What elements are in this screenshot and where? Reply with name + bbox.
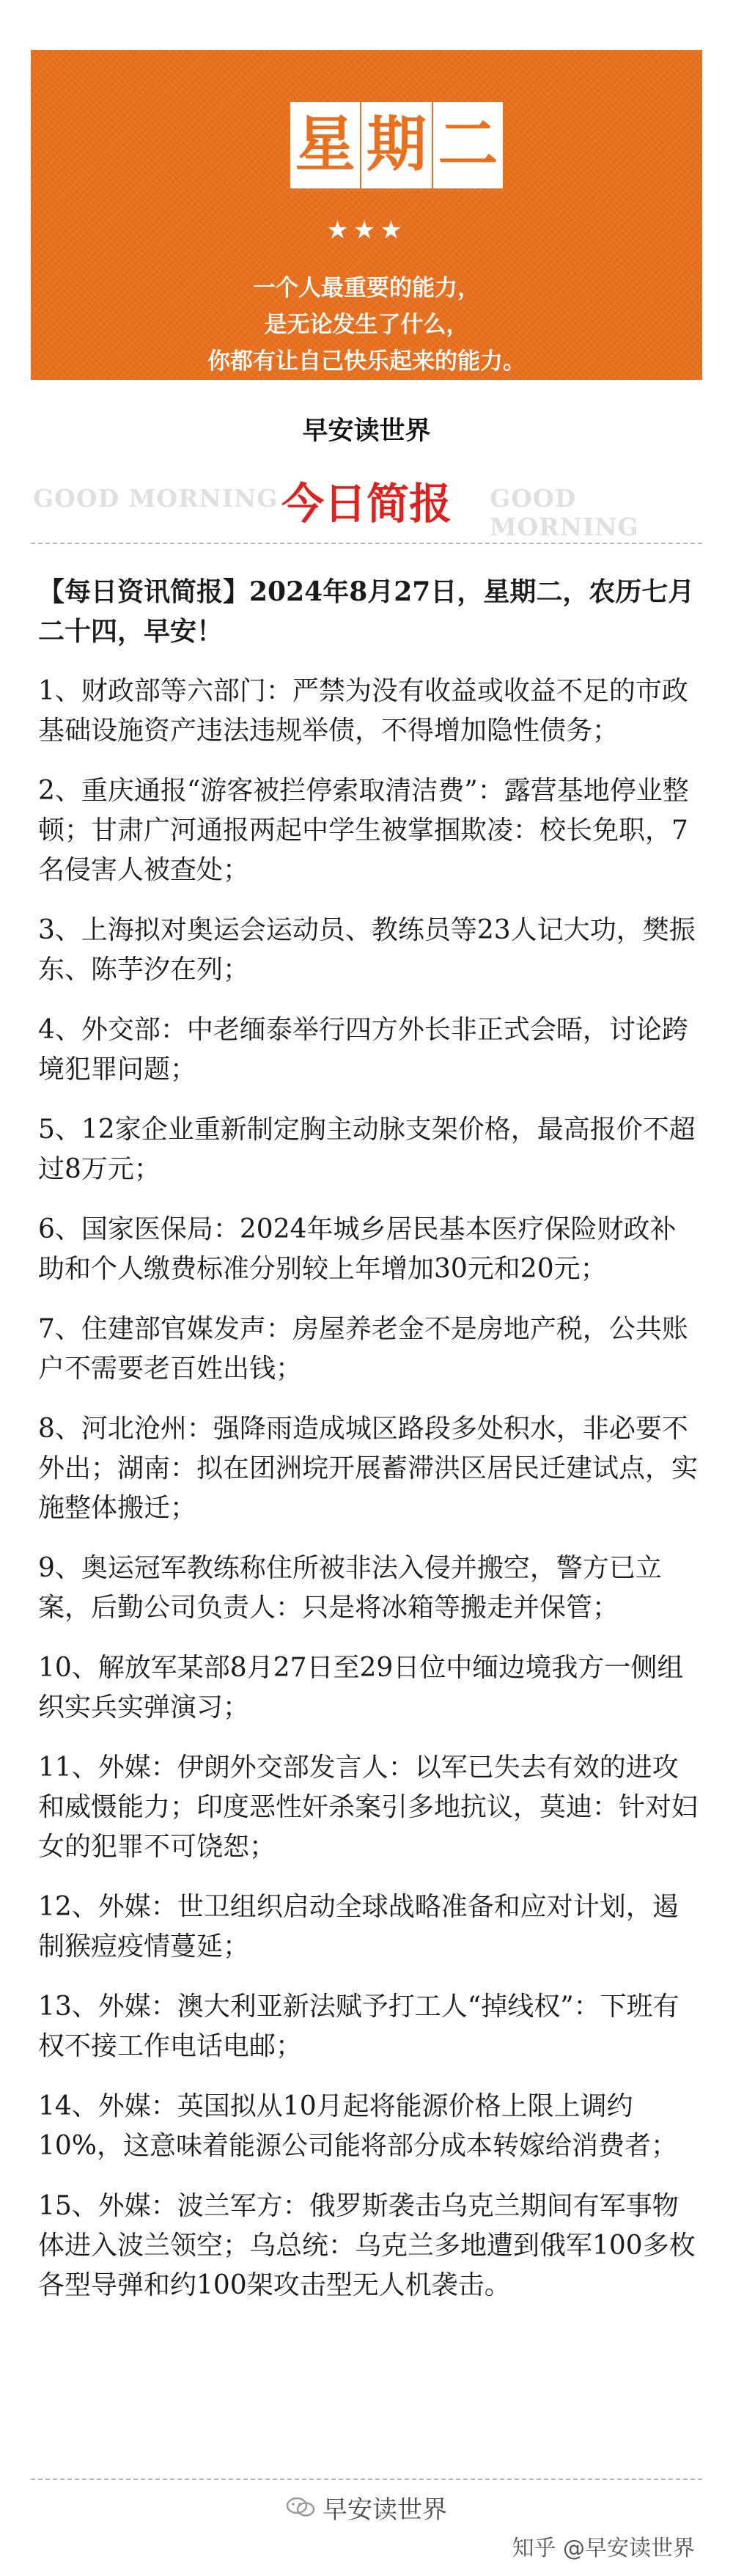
weekday-char: 二 bbox=[433, 102, 503, 188]
news-item: 12、外媒：世卫组织启动全球战略准备和应对计划，遏制猴痘疫情蔓延； bbox=[38, 1892, 679, 1962]
news-item: 9、奥运冠军教练称住所被非法入侵并搬空，警方已立案，后勤公司负责人：只是将冰箱等搬走并保管； bbox=[38, 1553, 662, 1623]
news-item: 11、外媒：伊朗外交部发言人：以军已失去有效的进攻和威慑能力；印度恶性奸杀案引多地抗议，莫迪：针对妇女的犯罪不可饶恕； bbox=[38, 1753, 699, 1862]
weekday-badge bbox=[290, 101, 504, 189]
star-decoration: ★★★ bbox=[326, 216, 407, 245]
quote-line: 你都有让自己快乐起来的能力。 bbox=[207, 348, 526, 375]
brand-name: 早安读世界 bbox=[302, 416, 431, 446]
quote-line: 是无论发生了什么， bbox=[264, 312, 469, 338]
platform-credit: 知乎 @早安读世界 bbox=[512, 2536, 695, 2561]
good-morning-right: GOOD MORNING bbox=[490, 484, 639, 541]
watermark-text: 早安读世界 bbox=[323, 2495, 447, 2525]
briefing-intro: 【每日资讯简报】2024年8月27日，星期二，农历七月二十四，早安！ bbox=[38, 576, 695, 647]
wechat-icon bbox=[286, 2496, 315, 2524]
news-item: 15、外媒：波兰军方：俄罗斯袭击乌克兰期间有军事物体进入波兰领空；乌总统：乌克兰多地遭到俄军100多枚各型导弹和约100架攻击型无人机袭击。 bbox=[38, 2191, 696, 2300]
divider-bottom bbox=[31, 2478, 702, 2480]
account-watermark bbox=[0, 2489, 733, 2525]
news-item: 14、外媒：英国拟从10月起将能源价格上限上调约10%，这意味着能源公司能将部分成本转嫁给消费者； bbox=[38, 2091, 678, 2161]
news-item: 3、上海拟对奥运会运动员、教练员等23人记大功，樊振东、陈芋汐在列； bbox=[38, 915, 696, 985]
news-item: 2、重庆通报“游客被拦停索取清洁费”：露营基地停业整顿；甘肃广河通报两起中学生被掌掴欺凌：校长免职，7名侵害人被查处； bbox=[38, 776, 689, 885]
divider-top bbox=[31, 543, 702, 544]
news-briefing bbox=[38, 572, 698, 2305]
news-item: 1、财政部等六部门：严禁为没有收益或收益不足的市政基础设施资产违法违规举债，不得增加隐性债务； bbox=[38, 676, 688, 746]
good-morning-left: GOOD MORNING bbox=[33, 484, 279, 513]
weekday-char: 星 bbox=[290, 102, 360, 188]
news-item: 4、外交部：中老缅泰举行四方外长非正式会晤，讨论跨境犯罪问题； bbox=[38, 1015, 688, 1085]
news-item: 8、河北沧州：强降雨造成城区路段多处积水，非必要不外出；湖南：拟在团洲垸开展蓄滞洪区居民迁建试点，实施整体搬迁； bbox=[38, 1414, 699, 1523]
quote-line: 一个人最重要的能力， bbox=[253, 275, 480, 301]
news-item: 6、国家医保局：2024年城乡居民基本医疗保险财政补助和个人缴费标准分别较上年增加30元和20元； bbox=[38, 1214, 677, 1284]
page-title: 今日简报 bbox=[281, 479, 452, 529]
news-item: 5、12家企业重新制定胸主动脉支架价格，最高报价不超过8万元； bbox=[38, 1115, 696, 1184]
news-item: 10、解放军某部8月27日至29日位中缅边境我方一侧组织实兵实弹演习； bbox=[38, 1653, 684, 1722]
news-item: 7、住建部官媒发声：房屋养老金不是房地产税，公共账户不需要老百姓出钱； bbox=[38, 1314, 688, 1384]
daily-quote bbox=[31, 270, 702, 380]
weekday-char: 期 bbox=[361, 102, 431, 188]
header-banner bbox=[31, 50, 702, 380]
news-item: 13、外媒：澳大利亚新法赋予打工人“掉线权”：下班有权不接工作电话电邮； bbox=[38, 1992, 679, 2061]
